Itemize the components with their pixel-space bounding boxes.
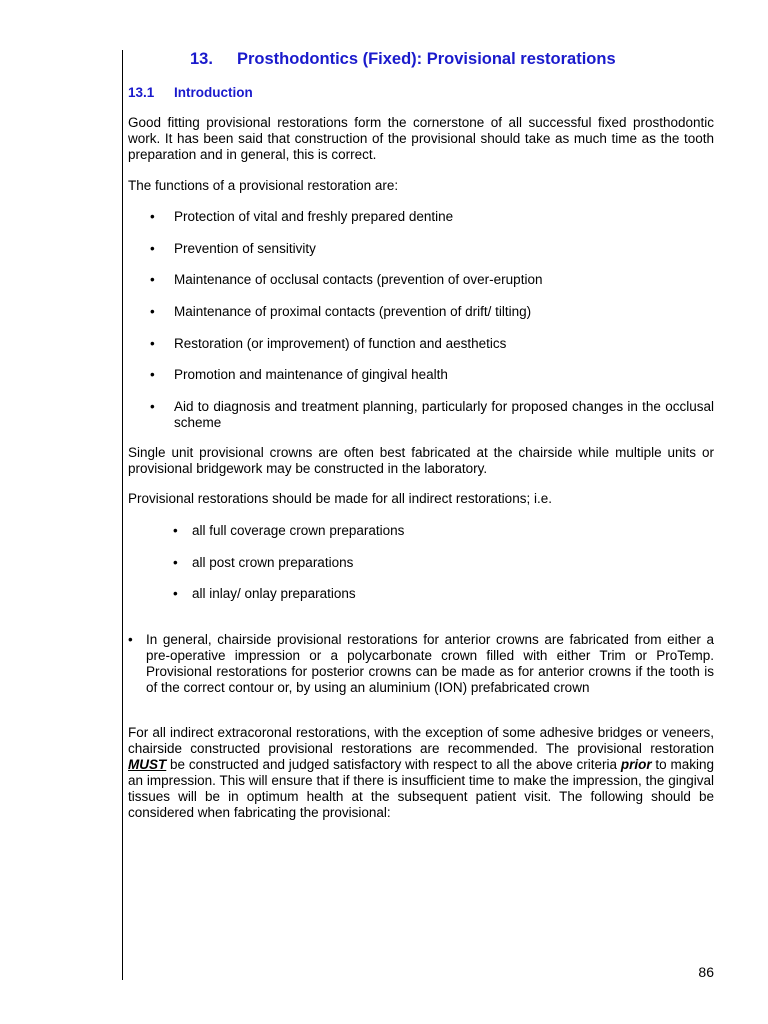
list-item-text: Maintenance of proximal contacts (prevention of drift/ tilting)	[174, 304, 532, 319]
list-item-text: Aid to diagnosis and treatment planning, particularly for proposed changes in the occlusal scheme	[174, 399, 714, 430]
list-item	[150, 209, 714, 225]
section-title: Introduction	[174, 85, 253, 100]
bullet-glyph: •	[150, 399, 155, 414]
bullet-glyph: •	[150, 209, 155, 224]
left-margin-rule	[122, 50, 123, 980]
list-item	[150, 399, 714, 431]
intro-paragraph: Good fitting provisional restorations form the cornerstone of all successful fixed prosthodontic work. It has been said that construction of the provisional should take as much time as the tooth preparation and in general, this is correct.	[128, 115, 714, 162]
list-item-text: all full coverage crown preparations	[192, 523, 405, 538]
bullet-glyph: •	[150, 336, 155, 351]
functions-lead-paragraph: The functions of a provisional restoration are:	[128, 178, 399, 193]
page-number: 86	[698, 964, 714, 980]
list-item	[150, 272, 714, 288]
section-number: 13.1	[128, 85, 155, 100]
list-item-text: Restoration (or improvement) of function and aesthetics	[174, 336, 507, 351]
prior-emphasis: prior	[620, 757, 652, 772]
bullet-glyph: •	[150, 304, 155, 319]
list-item-text: all post crown preparations	[192, 555, 354, 570]
list-item-text: all inlay/ onlay preparations	[192, 586, 356, 601]
final-text-part2: be constructed and judged satisfactory with respect to all the above criteria	[166, 757, 621, 772]
list-item	[173, 523, 714, 539]
final-paragraph	[128, 725, 714, 821]
list-item	[150, 304, 714, 320]
chapter-title: Prosthodontics (Fixed): Provisional restorations	[237, 50, 616, 68]
chairside-bullet-text: In general, chairside provisional restorations for anterior crowns are fabricated from either a pre-operative impression or a polycarbonate crown filled with either Trim or ProTemp. Provisional restorations for posterior crowns can be made as for anterior crowns if the tooth is of the correct contour or, by using an aluminium (ION) prefabricated crown	[146, 632, 714, 695]
list-item	[150, 336, 714, 352]
list-item-text: Protection of vital and freshly prepared dentine	[174, 209, 454, 224]
final-text-part3: to making an impression. This will ensure that if there is insufficient time to make the impression, the gingival tissues will be in optimum health at the subsequent patient visit. The following should be considered when fabricating the provisional:	[128, 757, 714, 820]
list-item-text: Maintenance of occlusal contacts (prevention of over-eruption	[174, 272, 543, 287]
bullet-glyph: •	[150, 272, 155, 287]
chapter-number: 13.	[190, 50, 213, 68]
must-emphasis: MUST	[128, 757, 167, 772]
chapter-heading	[190, 50, 616, 69]
single-unit-paragraph: Single unit provisional crowns are often best fabricated at the chairside while multiple units or provisional bridgework may be constructed in the laboratory.	[128, 445, 714, 476]
list-item	[150, 367, 714, 383]
bullet-glyph: •	[128, 632, 133, 647]
list-item	[173, 555, 714, 571]
indirect-lead-paragraph: Provisional restorations should be made for all indirect restorations; i.e.	[128, 491, 552, 506]
bullet-glyph: •	[150, 241, 155, 256]
chairside-bullet	[128, 632, 714, 696]
list-item	[150, 241, 714, 257]
section-heading	[128, 85, 253, 100]
list-item-text: Prevention of sensitivity	[174, 241, 316, 256]
bullet-glyph: •	[150, 367, 155, 382]
bullet-glyph: •	[173, 555, 178, 570]
bullet-glyph: •	[173, 586, 178, 601]
list-item-text: Promotion and maintenance of gingival health	[174, 367, 448, 382]
final-text-part1: For all indirect extracoronal restorations, with the exception of some adhesive bridges or veneers, chairside constructed provisional restorations are recommended. The provisional restoration	[128, 725, 714, 756]
list-item	[173, 586, 714, 602]
bullet-glyph: •	[173, 523, 178, 538]
